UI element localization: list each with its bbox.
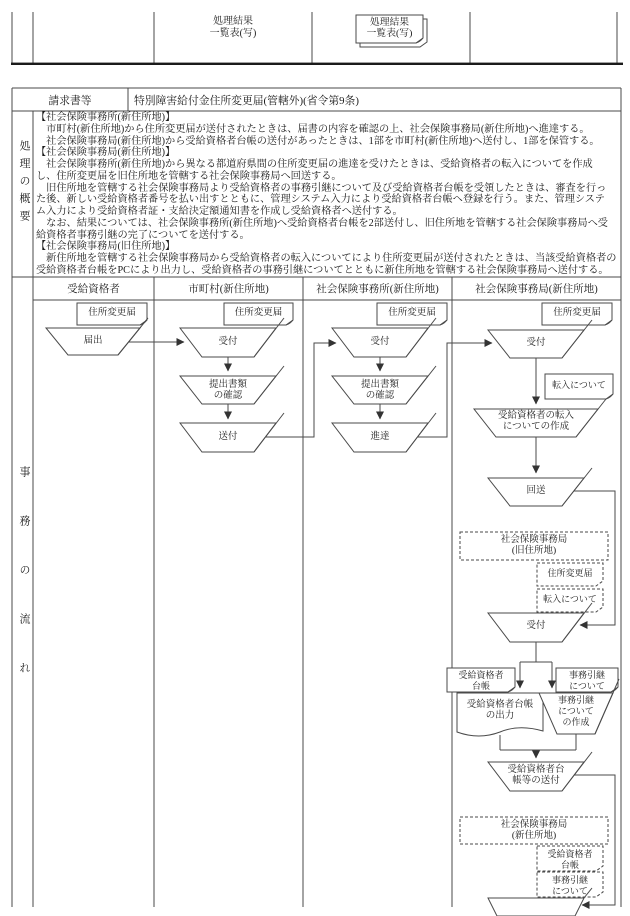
daicho-doc-label-1: 受給資格者 xyxy=(458,670,504,680)
col1-doc-label: 住所変更届 xyxy=(88,307,136,318)
result-list-text-line2: 一覧表(写) xyxy=(209,28,257,39)
flow-header-bureau-new: 社会保険事務局(新住所地) xyxy=(475,284,598,295)
col4-tennyu-doc-label: 転入について xyxy=(552,380,606,390)
flow-header-recipient: 受給資格者 xyxy=(67,284,120,295)
flow-vertical-label: 事務の流れ xyxy=(18,466,30,711)
overview-line: 社会保険事務局(新住所地)から受給資格者台帳の送付があったときは、1部を市町村(新住所地)へ送付し、1部を保管する。 xyxy=(36,135,600,147)
output-label-2: の出力 xyxy=(485,710,515,721)
result-list-doc-line1: 処理結果 xyxy=(369,16,410,28)
col3-accept-label: 受付 xyxy=(370,336,390,347)
overview-text xyxy=(36,112,624,277)
col4-accept-label: 受付 xyxy=(526,337,546,348)
new-doc1-label-2: 台帳 xyxy=(560,860,579,870)
col3-check-label-1: 提出書類 xyxy=(360,379,399,390)
trap-bottom-cut xyxy=(488,898,584,916)
overview-line: なお、結果については、社会保険事務所(新住所地)へ受給資格者台帳を2部送付し、旧住所地を管轄する社会保険事務局へ受 xyxy=(36,217,608,229)
overview-line: ム入力により受給資格者証・支給決定額通知書を作成し受給資格者へ送付する。 xyxy=(36,206,403,217)
thick-rule xyxy=(11,63,623,65)
overview-line: 給資格者事務引継の完了についてを送付する。 xyxy=(36,229,250,241)
new-doc2-label-2: について xyxy=(552,886,588,896)
col2-accept-label: 受付 xyxy=(218,336,238,347)
col4-doc-label: 住所変更届 xyxy=(553,307,601,318)
hikitsugi-doc-label-2: について xyxy=(569,681,605,691)
overview-line: 社会保険事務所(新住所地)から異なる都道府県間の住所変更届の進達を受けたときは、受給資格者の転入についてを作成 xyxy=(36,159,593,170)
daicho-doc-label-2: 台帳 xyxy=(471,681,490,691)
make-label-2: について xyxy=(558,706,594,716)
col1-submit-label: 届出 xyxy=(83,335,103,346)
old-doc1-label: 住所変更届 xyxy=(547,568,593,578)
overview-line: 旧住所地を管轄する社会保険事務局より受給資格者の事務引継について及び受給資格者台帳を受領したときは、審査を行っ xyxy=(36,182,607,194)
col2-check-label-2: の確認 xyxy=(213,390,243,401)
overview-line: 新住所地を管轄する社会保険事務局から受給資格者の転入についてにより住所変更届が送付されたときは、当該受給資格者の xyxy=(36,253,617,264)
output-label-1: 受給資格者台帳 xyxy=(466,699,534,710)
col4-create-label-2: についての作成 xyxy=(502,422,570,432)
overview-line: 【社会保険事務所(新住所地)】 xyxy=(36,112,176,123)
new-doc1-label-1: 受給資格者 xyxy=(547,849,593,859)
overview-vertical-label: 処理の概要 xyxy=(18,140,30,228)
overview-line: た後、新しい受給資格者番号を払い出すとともに、管理システム入力により受給資格者台帳へ登録を行う。また、管理システ xyxy=(36,194,605,206)
new-bureau-label-1: 社会保険事務局 xyxy=(500,819,568,830)
make-label-1: 事務引継 xyxy=(557,695,594,705)
send-daicho-label-1: 受給資格者台 xyxy=(507,764,565,775)
old-accept-label: 受付 xyxy=(526,620,546,631)
new-bureau-label-2: (新住所地) xyxy=(511,830,557,841)
overview-line: 市町村(新住所地)から住所変更届が送付されたときは、届書の内容を確認の上、社会保険事務局(新住所地)へ進達する。 xyxy=(36,123,590,135)
overview-line: 受給資格者台帳をPCにより出力し、受給資格者の事務引継についてとともに新住所地を管轄する社会保険事務局へ送付する。 xyxy=(36,264,609,276)
new-doc2-label-1: 事務引継 xyxy=(551,875,588,885)
col3-doc-label: 住所変更届 xyxy=(388,307,436,318)
flow-header-municipality: 市町村(新住所地) xyxy=(188,284,269,295)
old-doc2-label: 転入について xyxy=(543,594,597,604)
col4-kaiso-label: 回送 xyxy=(526,485,546,496)
overview-line: 【社会保険事務局(旧住所地)】 xyxy=(36,241,176,253)
result-list-doc-line2: 一覧表(写) xyxy=(366,27,413,39)
request-row-value: 特別障害給付金住所変更届(管轄外)(省令第9条) xyxy=(134,95,359,107)
col2-check-label-1: 提出書類 xyxy=(208,379,247,390)
overview-line: し、住所変更届を旧住所地を管轄する社会保険事務局へ回送する。 xyxy=(36,170,342,182)
overview-line: 【社会保険事務局(新住所地)】 xyxy=(36,147,176,159)
request-row-label: 請求書等 xyxy=(48,95,92,107)
old-bureau-label-2: (旧住所地) xyxy=(511,545,557,556)
col3-check-label-2: の確認 xyxy=(365,390,395,401)
make-label-3: の作成 xyxy=(562,717,590,727)
send-daicho-label-2: 帳等の送付 xyxy=(512,775,560,786)
col2-send-label: 送付 xyxy=(218,431,238,442)
result-list-text-line1: 処理結果 xyxy=(213,16,253,27)
col2-doc-label: 住所変更届 xyxy=(234,307,283,318)
col4-create-label-1: 受給資格者の転入 xyxy=(497,411,574,421)
hikitsugi-doc-label-1: 事務引継 xyxy=(568,670,605,680)
flow-header-office-new: 社会保険事務所(新住所地) xyxy=(316,284,439,295)
old-bureau-label-1: 社会保険事務局 xyxy=(500,534,568,545)
col3-forward-label: 進達 xyxy=(370,431,390,442)
